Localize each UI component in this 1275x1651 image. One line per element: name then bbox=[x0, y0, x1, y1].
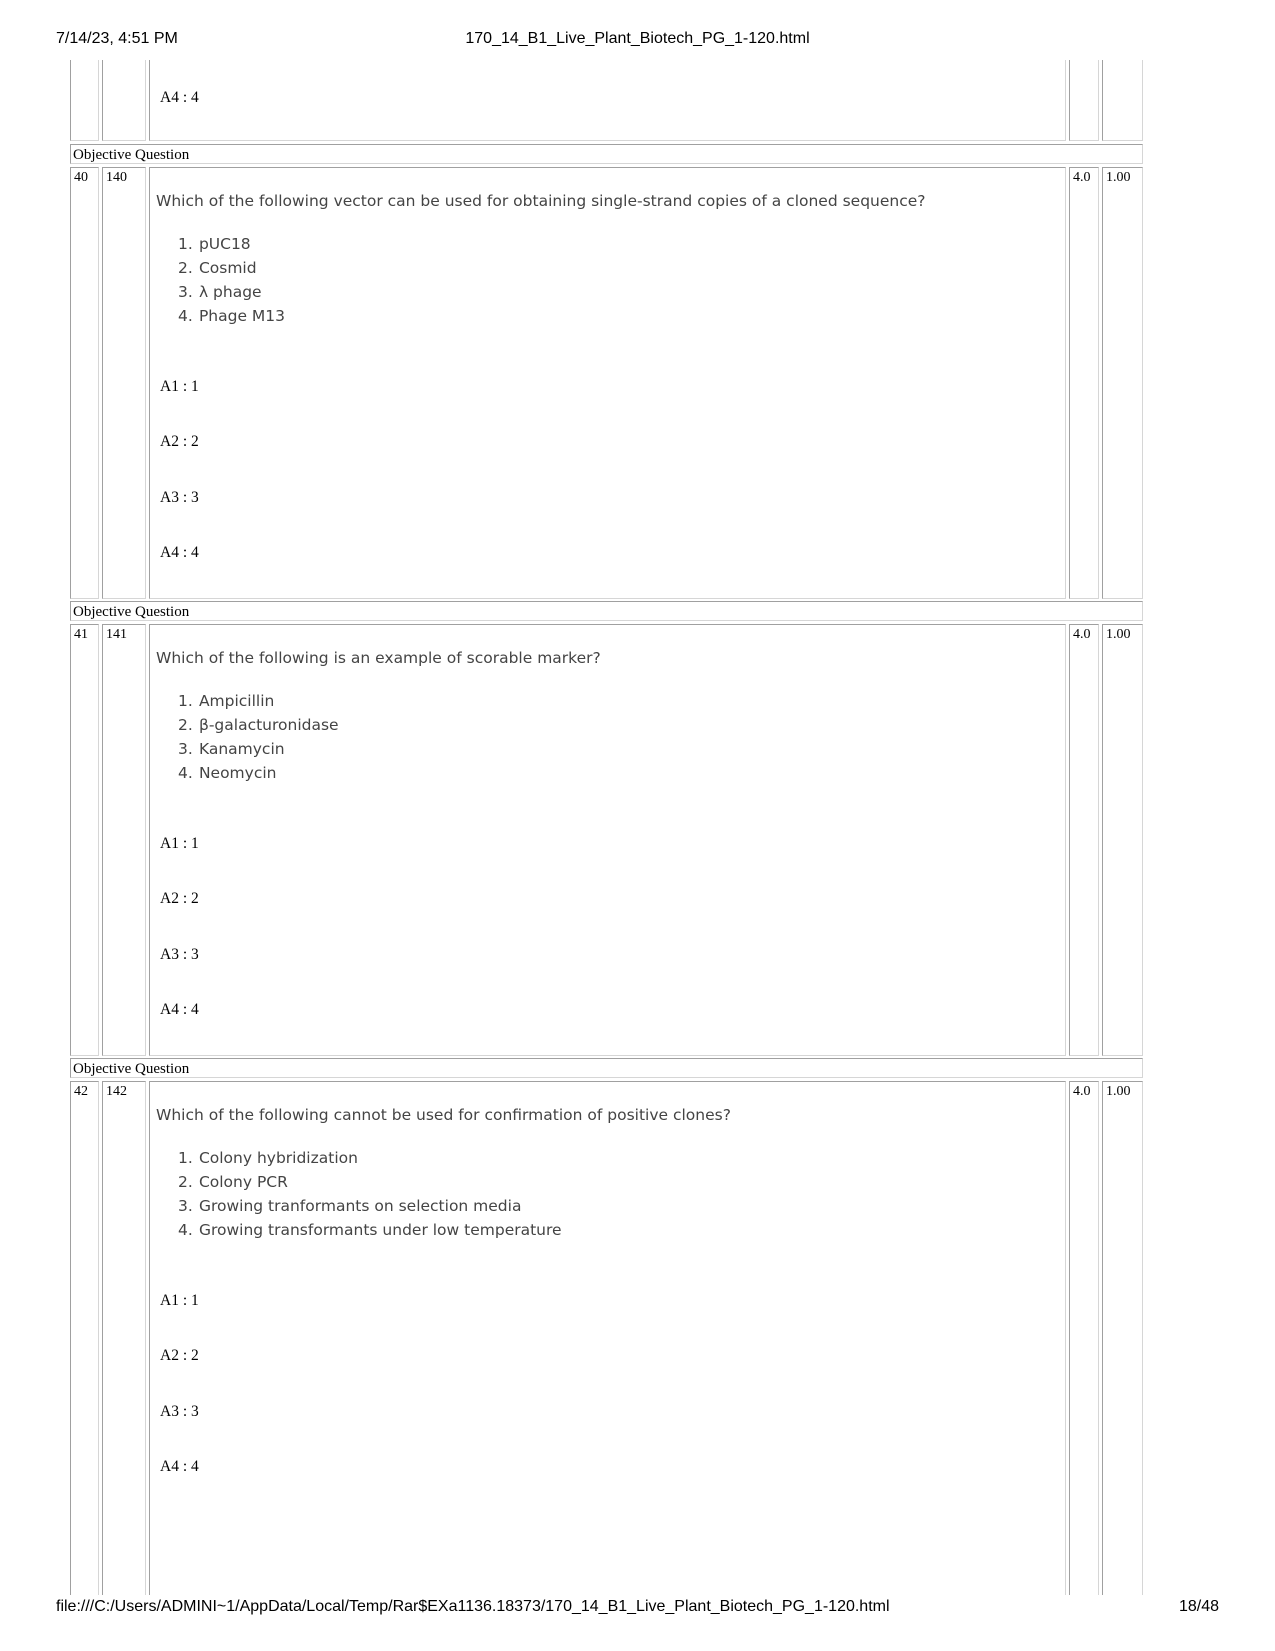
question-serial: 41 bbox=[70, 624, 99, 1056]
option-text: Colony hybridization bbox=[198, 1149, 358, 1167]
section-label-row: Objective Question bbox=[70, 144, 1143, 164]
option-number: 4. bbox=[178, 1221, 193, 1239]
question-marks: 4.0 bbox=[1069, 1081, 1099, 1595]
question-id: 140 bbox=[102, 167, 146, 599]
option-item bbox=[158, 304, 285, 328]
answer-a1: A1 : 1 bbox=[160, 835, 199, 852]
carryover-qid-cell bbox=[102, 60, 146, 141]
question-paper-table bbox=[70, 60, 1206, 1595]
option-text: Neomycin bbox=[198, 764, 277, 782]
option-number: 4. bbox=[178, 307, 193, 325]
question-id: 142 bbox=[102, 1081, 146, 1595]
option-item bbox=[158, 1194, 562, 1218]
option-item bbox=[158, 256, 285, 280]
option-number: 1. bbox=[178, 1149, 193, 1167]
question-negative-marks: 1.00 bbox=[1102, 624, 1143, 1056]
answer-a3: A3 : 3 bbox=[160, 946, 199, 963]
option-text: Growing tranformants on selection media bbox=[198, 1197, 522, 1215]
option-item bbox=[158, 737, 339, 761]
option-item bbox=[158, 1218, 562, 1242]
option-item bbox=[158, 713, 339, 737]
option-item bbox=[158, 280, 285, 304]
answer-a3: A3 : 3 bbox=[160, 489, 199, 506]
answer-a4: A4 : 4 bbox=[160, 544, 199, 561]
option-item bbox=[158, 689, 339, 713]
section-label-row: Objective Question bbox=[70, 601, 1143, 621]
option-number: 4. bbox=[178, 764, 193, 782]
option-number: 3. bbox=[178, 1197, 193, 1215]
print-footer bbox=[0, 1598, 1275, 1618]
option-item bbox=[158, 232, 285, 256]
question-text: Which of the following is an example of scorable marker? bbox=[156, 649, 601, 667]
print-file-url: file:///C:/Users/ADMINI~1/AppData/Local/Temp/Rar$EXa1136.18373/170_14_B1_Live_Plant_Biotech_PG_1-120.html bbox=[56, 1598, 890, 1615]
option-text: Growing transformants under low temperature bbox=[198, 1221, 562, 1239]
print-header bbox=[0, 30, 1275, 50]
answer-a2: A2 : 2 bbox=[160, 1347, 199, 1364]
carryover-negative-cell bbox=[1102, 60, 1143, 141]
print-datetime: 7/14/23, 4:51 PM bbox=[56, 30, 178, 47]
question-text: Which of the following vector can be used for obtaining single-strand copies of a cloned sequence? bbox=[156, 192, 926, 210]
question-id: 141 bbox=[102, 624, 146, 1056]
question-marks: 4.0 bbox=[1069, 167, 1099, 599]
option-text: Ampicillin bbox=[198, 692, 275, 710]
option-text: Phage M13 bbox=[198, 307, 286, 325]
option-number: 1. bbox=[178, 235, 193, 253]
option-number: 2. bbox=[178, 1173, 193, 1191]
section-label-row: Objective Question bbox=[70, 1058, 1143, 1078]
option-item bbox=[158, 761, 339, 785]
option-item bbox=[158, 1170, 562, 1194]
option-number: 3. bbox=[178, 283, 193, 301]
option-number: 3. bbox=[178, 740, 193, 758]
print-page-number: 18/48 bbox=[1178, 1598, 1219, 1615]
question-marks: 4.0 bbox=[1069, 624, 1099, 1056]
question-text: Which of the following cannot be used for confirmation of positive clones? bbox=[156, 1106, 731, 1124]
option-text: pUC18 bbox=[198, 235, 251, 253]
question-serial: 42 bbox=[70, 1081, 99, 1595]
question-serial: 40 bbox=[70, 167, 99, 599]
answer-a3: A3 : 3 bbox=[160, 1403, 199, 1420]
answer-a4: A4 : 4 bbox=[160, 1458, 199, 1475]
question-body bbox=[149, 167, 1066, 599]
option-number: 2. bbox=[178, 259, 193, 277]
answer-a1: A1 : 1 bbox=[160, 378, 199, 395]
answer-a1: A1 : 1 bbox=[160, 1292, 199, 1309]
answer-a2: A2 : 2 bbox=[160, 890, 199, 907]
option-text: Cosmid bbox=[198, 259, 257, 277]
answer-a2: A2 : 2 bbox=[160, 433, 199, 450]
option-text: λ phage bbox=[198, 283, 262, 301]
question-body bbox=[149, 1081, 1066, 1595]
option-item bbox=[158, 1146, 562, 1170]
carryover-answer: A4 : 4 bbox=[160, 89, 199, 106]
question-negative-marks: 1.00 bbox=[1102, 1081, 1143, 1595]
carryover-marks-cell bbox=[1069, 60, 1099, 141]
option-number: 1. bbox=[178, 692, 193, 710]
answer-a4: A4 : 4 bbox=[160, 1001, 199, 1018]
carryover-question-cell bbox=[149, 60, 1066, 141]
option-text: Colony PCR bbox=[198, 1173, 288, 1191]
option-list bbox=[158, 232, 285, 328]
option-text: Kanamycin bbox=[198, 740, 285, 758]
print-document-title: 170_14_B1_Live_Plant_Biotech_PG_1-120.html bbox=[465, 30, 810, 47]
option-number: 2. bbox=[178, 716, 193, 734]
option-list bbox=[158, 1146, 562, 1242]
question-negative-marks: 1.00 bbox=[1102, 167, 1143, 599]
option-list bbox=[158, 689, 339, 785]
carryover-serial-cell bbox=[70, 60, 99, 141]
question-body bbox=[149, 624, 1066, 1056]
option-text: β-galacturonidase bbox=[198, 716, 339, 734]
